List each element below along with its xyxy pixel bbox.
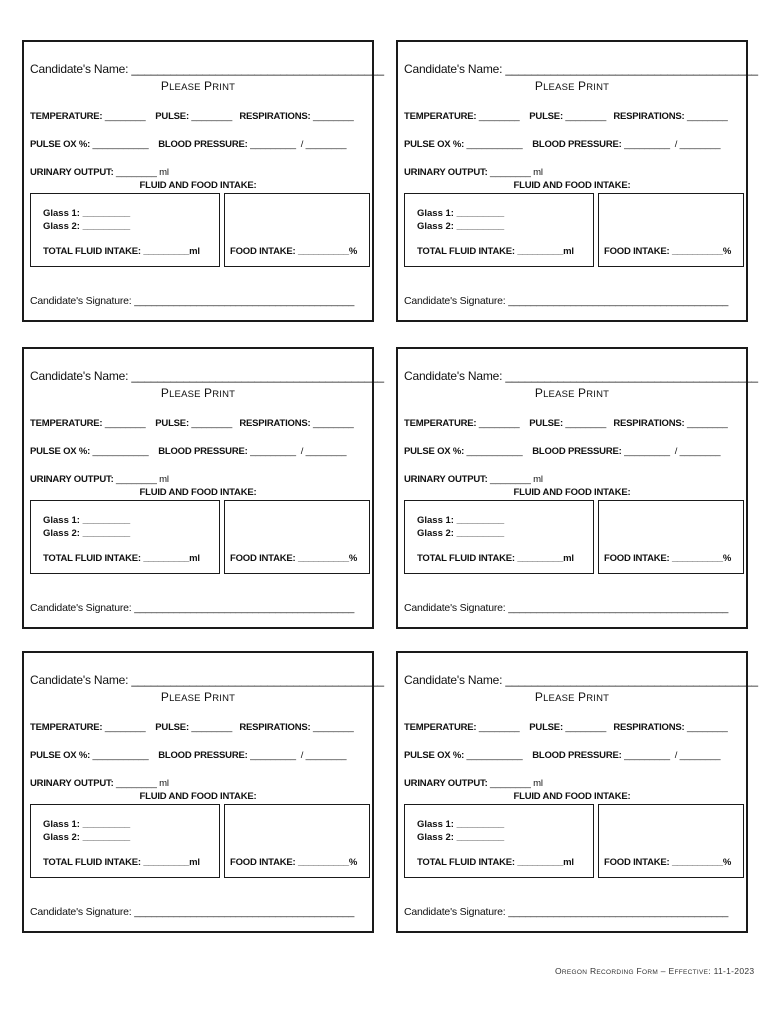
- glass-2-row[interactable]: Glass 2: _________: [43, 832, 131, 843]
- urinary-output-field[interactable]: ________: [116, 167, 157, 178]
- candidate-signature-row[interactable]: [404, 602, 728, 614]
- blood-pressure-separator: /: [674, 750, 678, 761]
- food-intake-box: [224, 193, 370, 267]
- please-print-note: PLEASE PRINT: [534, 386, 610, 400]
- recording-card-4: [396, 347, 758, 629]
- temperature-label: TEMPERATURE:: [404, 418, 477, 429]
- temperature-label: TEMPERATURE:: [30, 722, 103, 733]
- blood-pressure-label: BLOOD PRESSURE:: [532, 446, 622, 457]
- food-intake-row[interactable]: FOOD INTAKE: __________%: [230, 553, 358, 564]
- food-intake-row[interactable]: FOOD INTAKE: __________%: [604, 246, 732, 257]
- pulse-field[interactable]: ________: [565, 722, 607, 733]
- glass-1-row[interactable]: Glass 1: _________: [43, 515, 131, 526]
- food-intake-row[interactable]: FOOD INTAKE: __________%: [230, 246, 358, 257]
- form-footer: OREGON RECORDING FORM – EFFECTIVE: 11-1-2023: [555, 966, 755, 976]
- blood-pressure-diastolic-field[interactable]: ________: [679, 139, 721, 150]
- urinary-output-field[interactable]: ________: [490, 167, 531, 178]
- food-intake-box: [598, 193, 744, 267]
- total-fluid-intake-field[interactable]: _________: [143, 553, 190, 564]
- candidate-name-field[interactable]: _______________________________________: [505, 673, 758, 687]
- candidate-name-row[interactable]: [404, 673, 758, 687]
- fluid-intake-box: [404, 804, 594, 878]
- candidate-signature-field[interactable]: _______________________________________: [134, 602, 355, 614]
- vitals-row-1: [404, 111, 728, 122]
- please-print-note: PLEASE PRINT: [534, 690, 610, 704]
- pulse-field[interactable]: ________: [191, 111, 233, 122]
- urinary-output-field[interactable]: ________: [116, 778, 157, 789]
- glass-2-field[interactable]: _________: [82, 528, 131, 539]
- pulse-field[interactable]: ________: [565, 418, 607, 429]
- pulse-ox-label: PULSE OX %:: [404, 139, 465, 150]
- vitals-row-2: [404, 750, 720, 761]
- vitals-row-2: [30, 139, 346, 150]
- fluid-food-intake-title: FLUID AND FOOD INTAKE:: [513, 180, 631, 191]
- total-fluid-intake-field[interactable]: _________: [517, 553, 564, 564]
- glass-2-row[interactable]: Glass 2: _________: [417, 832, 505, 843]
- candidate-signature-field[interactable]: _______________________________________: [508, 906, 729, 918]
- blood-pressure-systolic-field[interactable]: _________: [624, 446, 670, 457]
- please-print-note: PLEASE PRINT: [160, 79, 236, 93]
- candidate-signature-field[interactable]: _______________________________________: [134, 906, 355, 918]
- candidate-signature-label: Candidate's Signature:: [30, 906, 132, 918]
- temperature-field[interactable]: ________: [104, 722, 146, 733]
- vitals-row-2: [404, 139, 720, 150]
- fluid-intake-box: [404, 500, 594, 574]
- temperature-label: TEMPERATURE:: [30, 111, 103, 122]
- pulse-label: PULSE:: [529, 418, 563, 429]
- urinary-output-row: [30, 474, 169, 485]
- glass-1-field[interactable]: _________: [82, 515, 131, 526]
- temperature-field[interactable]: ________: [104, 418, 146, 429]
- candidate-name-row[interactable]: [30, 62, 384, 76]
- glass-2-field[interactable]: _________: [82, 221, 131, 232]
- blood-pressure-systolic-field[interactable]: _________: [624, 750, 670, 761]
- glass-2-row[interactable]: Glass 2: _________: [43, 221, 131, 232]
- candidate-signature-field[interactable]: _______________________________________: [508, 602, 729, 614]
- glass-2-field[interactable]: _________: [456, 528, 505, 539]
- candidate-name-field[interactable]: _______________________________________: [131, 62, 384, 76]
- respirations-field[interactable]: ________: [686, 722, 728, 733]
- candidate-signature-label: Candidate's Signature:: [404, 602, 506, 614]
- blood-pressure-separator: /: [674, 446, 678, 457]
- candidate-name-field[interactable]: _______________________________________: [505, 369, 758, 383]
- fluid-food-intake-title: FLUID AND FOOD INTAKE:: [513, 791, 631, 802]
- pulse-ox-field[interactable]: ___________: [92, 139, 149, 150]
- blood-pressure-separator: /: [300, 139, 304, 150]
- glass-1-field[interactable]: _________: [456, 515, 505, 526]
- glass-2-field[interactable]: _________: [456, 221, 505, 232]
- urinary-output-unit: ml: [533, 167, 543, 178]
- urinary-output-label: URINARY OUTPUT:: [404, 778, 488, 789]
- please-print-note: PLEASE PRINT: [534, 79, 610, 93]
- urinary-output-label: URINARY OUTPUT:: [30, 474, 114, 485]
- candidate-name-row[interactable]: [30, 673, 384, 687]
- urinary-output-unit: ml: [159, 474, 169, 485]
- urinary-output-row: [30, 167, 169, 178]
- candidate-name-label: Candidate's Name:: [30, 369, 129, 383]
- total-fluid-intake-row[interactable]: TOTAL FLUID INTAKE: _________ml: [43, 246, 200, 257]
- temperature-label: TEMPERATURE:: [404, 722, 477, 733]
- urinary-output-row: [404, 474, 543, 485]
- candidate-signature-label: Candidate's Signature:: [30, 602, 132, 614]
- total-fluid-intake-row[interactable]: TOTAL FLUID INTAKE: _________ml: [43, 553, 200, 564]
- urinary-output-label: URINARY OUTPUT:: [30, 167, 114, 178]
- pulse-ox-field[interactable]: ___________: [466, 139, 523, 150]
- glass-2-row[interactable]: Glass 2: _________: [417, 528, 505, 539]
- glass-1-row[interactable]: Glass 1: _________: [43, 208, 131, 219]
- candidate-name-row[interactable]: [30, 369, 384, 383]
- urinary-output-unit: ml: [533, 778, 543, 789]
- respirations-label: RESPIRATIONS:: [239, 111, 311, 122]
- urinary-output-row: [404, 778, 543, 789]
- urinary-output-row: [30, 778, 169, 789]
- food-intake-field[interactable]: __________: [671, 857, 723, 868]
- pulse-ox-label: PULSE OX %:: [30, 446, 91, 457]
- recording-card-3: [22, 347, 384, 629]
- food-intake-field[interactable]: __________: [671, 553, 723, 564]
- urinary-output-unit: ml: [159, 778, 169, 789]
- pulse-field[interactable]: ________: [565, 111, 607, 122]
- pulse-label: PULSE:: [529, 722, 563, 733]
- temperature-field[interactable]: ________: [478, 418, 520, 429]
- fluid-food-intake-title: FLUID AND FOOD INTAKE:: [139, 791, 257, 802]
- pulse-label: PULSE:: [529, 111, 563, 122]
- glass-1-field[interactable]: _________: [456, 819, 505, 830]
- fluid-intake-box: [30, 193, 220, 267]
- respirations-label: RESPIRATIONS:: [613, 722, 685, 733]
- total-fluid-intake-field[interactable]: _________: [143, 246, 190, 257]
- blood-pressure-systolic-field[interactable]: _________: [250, 446, 296, 457]
- blood-pressure-label: BLOOD PRESSURE:: [158, 750, 248, 761]
- vitals-row-2: [30, 750, 346, 761]
- respirations-label: RESPIRATIONS:: [613, 418, 685, 429]
- blood-pressure-separator: /: [300, 750, 304, 761]
- candidate-signature-row[interactable]: [404, 295, 728, 307]
- urinary-output-field[interactable]: ________: [490, 474, 531, 485]
- urinary-output-field[interactable]: ________: [116, 474, 157, 485]
- temperature-field[interactable]: ________: [478, 722, 520, 733]
- glass-1-row[interactable]: Glass 1: _________: [43, 819, 131, 830]
- food-intake-box: [598, 804, 744, 878]
- pulse-label: PULSE:: [155, 722, 189, 733]
- food-intake-box: [224, 804, 370, 878]
- candidate-name-label: Candidate's Name:: [404, 369, 503, 383]
- fluid-food-intake-title: FLUID AND FOOD INTAKE:: [139, 180, 257, 191]
- food-intake-field[interactable]: __________: [671, 246, 723, 257]
- total-fluid-intake-row[interactable]: TOTAL FLUID INTAKE: _________ml: [417, 857, 574, 868]
- candidate-name-field[interactable]: _______________________________________: [505, 62, 758, 76]
- glass-1-row[interactable]: Glass 1: _________: [417, 515, 505, 526]
- candidate-name-label: Candidate's Name:: [30, 62, 129, 76]
- candidate-name-label: Candidate's Name:: [404, 673, 503, 687]
- candidate-signature-label: Candidate's Signature:: [404, 295, 506, 307]
- urinary-output-label: URINARY OUTPUT:: [404, 474, 488, 485]
- please-print-note: PLEASE PRINT: [160, 690, 236, 704]
- candidate-signature-row[interactable]: [404, 906, 728, 918]
- vitals-row-2: [404, 446, 720, 457]
- blood-pressure-diastolic-field[interactable]: ________: [305, 446, 347, 457]
- blood-pressure-label: BLOOD PRESSURE:: [532, 750, 622, 761]
- vitals-row-1: [30, 111, 354, 122]
- candidate-signature-label: Candidate's Signature:: [30, 295, 132, 307]
- fluid-intake-box: [404, 193, 594, 267]
- fluid-food-intake-title: FLUID AND FOOD INTAKE:: [513, 487, 631, 498]
- blood-pressure-diastolic-field[interactable]: ________: [305, 750, 347, 761]
- respirations-label: RESPIRATIONS:: [239, 722, 311, 733]
- urinary-output-unit: ml: [159, 167, 169, 178]
- temperature-field[interactable]: ________: [478, 111, 520, 122]
- temperature-label: TEMPERATURE:: [404, 111, 477, 122]
- pulse-ox-label: PULSE OX %:: [30, 750, 91, 761]
- candidate-signature-row[interactable]: [30, 602, 354, 614]
- glass-1-field[interactable]: _________: [82, 819, 131, 830]
- candidate-name-field[interactable]: _______________________________________: [131, 369, 384, 383]
- pulse-ox-field[interactable]: ___________: [466, 446, 523, 457]
- recording-card-6: [396, 651, 758, 933]
- urinary-output-unit: ml: [533, 474, 543, 485]
- candidate-signature-row[interactable]: [30, 295, 354, 307]
- pulse-ox-field[interactable]: ___________: [92, 446, 149, 457]
- vitals-row-1: [404, 722, 728, 733]
- glass-2-field[interactable]: _________: [456, 832, 505, 843]
- food-intake-field[interactable]: __________: [297, 246, 349, 257]
- candidate-name-field[interactable]: _______________________________________: [131, 673, 384, 687]
- total-fluid-intake-row[interactable]: TOTAL FLUID INTAKE: _________ml: [417, 246, 574, 257]
- urinary-output-label: URINARY OUTPUT:: [30, 778, 114, 789]
- pulse-label: PULSE:: [155, 111, 189, 122]
- respirations-label: RESPIRATIONS:: [239, 418, 311, 429]
- candidate-name-label: Candidate's Name:: [404, 62, 503, 76]
- vitals-row-1: [30, 418, 354, 429]
- glass-2-field[interactable]: _________: [82, 832, 131, 843]
- urinary-output-row: [404, 167, 543, 178]
- glass-1-row[interactable]: Glass 1: _________: [417, 819, 505, 830]
- blood-pressure-label: BLOOD PRESSURE:: [532, 139, 622, 150]
- blood-pressure-label: BLOOD PRESSURE:: [158, 446, 248, 457]
- glass-1-field[interactable]: _________: [456, 208, 505, 219]
- respirations-field[interactable]: ________: [312, 418, 354, 429]
- pulse-ox-label: PULSE OX %:: [404, 750, 465, 761]
- glass-2-row[interactable]: Glass 2: _________: [43, 528, 131, 539]
- blood-pressure-separator: /: [674, 139, 678, 150]
- blood-pressure-label: BLOOD PRESSURE:: [158, 139, 248, 150]
- respirations-field[interactable]: ________: [312, 722, 354, 733]
- total-fluid-intake-row[interactable]: TOTAL FLUID INTAKE: _________ml: [417, 553, 574, 564]
- candidate-signature-label: Candidate's Signature:: [404, 906, 506, 918]
- pulse-label: PULSE:: [155, 418, 189, 429]
- glass-2-row[interactable]: Glass 2: _________: [417, 221, 505, 232]
- fluid-intake-box: [30, 804, 220, 878]
- food-intake-box: [598, 500, 744, 574]
- total-fluid-intake-field[interactable]: _________: [517, 857, 564, 868]
- please-print-note: PLEASE PRINT: [160, 386, 236, 400]
- urinary-output-field[interactable]: ________: [490, 778, 531, 789]
- vitals-row-1: [404, 418, 728, 429]
- recording-card-5: [22, 651, 384, 933]
- total-fluid-intake-field[interactable]: _________: [143, 857, 190, 868]
- pulse-ox-field[interactable]: ___________: [466, 750, 523, 761]
- respirations-field[interactable]: ________: [686, 111, 728, 122]
- respirations-field[interactable]: ________: [686, 418, 728, 429]
- blood-pressure-diastolic-field[interactable]: ________: [305, 139, 347, 150]
- blood-pressure-systolic-field[interactable]: _________: [250, 750, 296, 761]
- food-intake-field[interactable]: __________: [297, 553, 349, 564]
- food-intake-row[interactable]: FOOD INTAKE: __________%: [604, 857, 732, 868]
- pulse-field[interactable]: ________: [191, 722, 233, 733]
- total-fluid-intake-field[interactable]: _________: [517, 246, 564, 257]
- pulse-ox-field[interactable]: ___________: [92, 750, 149, 761]
- glass-1-field[interactable]: _________: [82, 208, 131, 219]
- fluid-food-intake-title: FLUID AND FOOD INTAKE:: [139, 487, 257, 498]
- recording-card-1: [22, 40, 384, 322]
- food-intake-box: [224, 500, 370, 574]
- vitals-row-1: [30, 722, 354, 733]
- temperature-field[interactable]: ________: [104, 111, 146, 122]
- respirations-field[interactable]: ________: [312, 111, 354, 122]
- food-intake-row[interactable]: FOOD INTAKE: __________%: [230, 857, 358, 868]
- food-intake-row[interactable]: FOOD INTAKE: __________%: [604, 553, 732, 564]
- pulse-ox-label: PULSE OX %:: [30, 139, 91, 150]
- fluid-intake-box: [30, 500, 220, 574]
- blood-pressure-separator: /: [300, 446, 304, 457]
- food-intake-field[interactable]: __________: [297, 857, 349, 868]
- recording-card-2: [396, 40, 758, 322]
- blood-pressure-systolic-field[interactable]: _________: [624, 139, 670, 150]
- glass-1-row[interactable]: Glass 1: _________: [417, 208, 505, 219]
- candidate-name-row[interactable]: [404, 62, 758, 76]
- blood-pressure-systolic-field[interactable]: _________: [250, 139, 296, 150]
- candidate-signature-row[interactable]: [30, 906, 354, 918]
- temperature-label: TEMPERATURE:: [30, 418, 103, 429]
- pulse-ox-label: PULSE OX %:: [404, 446, 465, 457]
- urinary-output-label: URINARY OUTPUT:: [404, 167, 488, 178]
- blood-pressure-diastolic-field[interactable]: ________: [679, 446, 721, 457]
- blood-pressure-diastolic-field[interactable]: ________: [679, 750, 721, 761]
- candidate-signature-field[interactable]: _______________________________________: [134, 295, 355, 307]
- total-fluid-intake-row[interactable]: TOTAL FLUID INTAKE: _________ml: [43, 857, 200, 868]
- candidate-name-row[interactable]: [404, 369, 758, 383]
- candidate-name-label: Candidate's Name:: [30, 673, 129, 687]
- candidate-signature-field[interactable]: _______________________________________: [508, 295, 729, 307]
- pulse-field[interactable]: ________: [191, 418, 233, 429]
- vitals-row-2: [30, 446, 346, 457]
- respirations-label: RESPIRATIONS:: [613, 111, 685, 122]
